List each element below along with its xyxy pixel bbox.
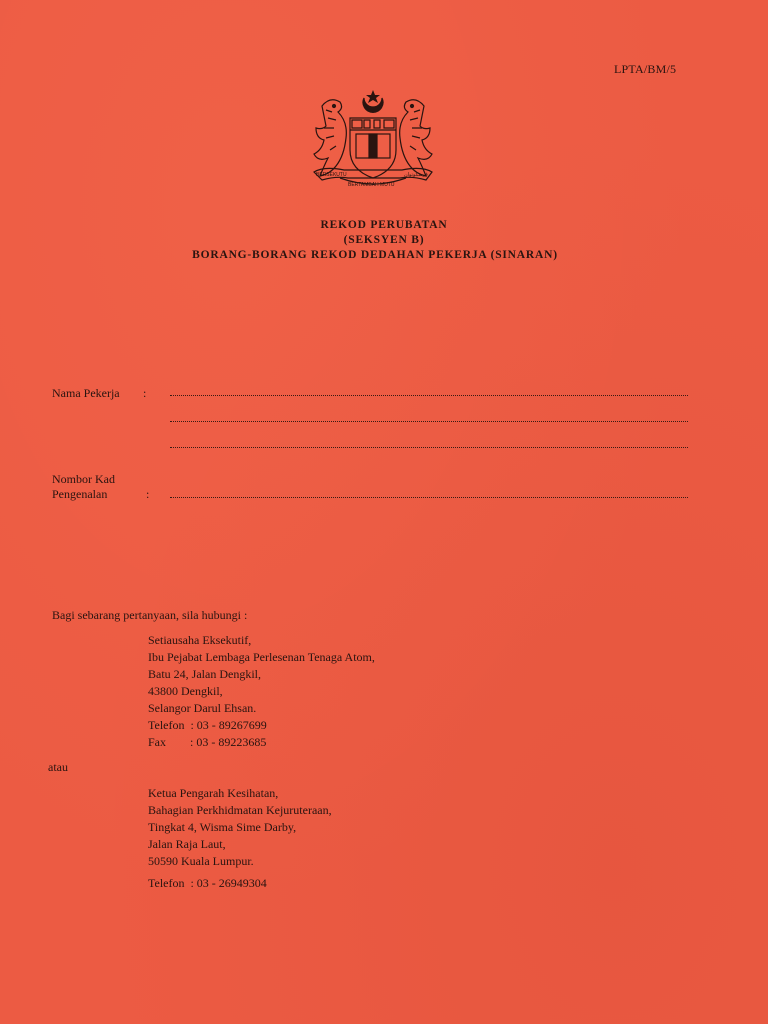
employee-name-colon: : (143, 386, 147, 400)
form-title (0, 218, 768, 263)
primary-contact-line: Selangor Darul Ehsan. (148, 701, 257, 715)
id-card-colon: : (146, 487, 150, 501)
employee-name-line-2[interactable] (170, 421, 688, 422)
primary-contact-block (148, 632, 375, 751)
contact-intro: Bagi sebarang pertanyaan, sila hubungi : (52, 608, 248, 622)
secondary-telefon: Telefon : 03 - 26949304 (148, 876, 267, 890)
svg-text:BERTAMBAH MUTU: BERTAMBAH MUTU (348, 182, 395, 188)
id-card-label-line-2: Pengenalan (52, 487, 108, 501)
svg-text:BERSEKUTU: BERSEKUTU (316, 172, 347, 178)
primary-contact-line: Setiausaha Eksekutif, (148, 633, 252, 647)
svg-text:ڤرسكوتوان: ڤرسكوتوان (404, 172, 428, 178)
secondary-contact-line: Jalan Raja Laut, (148, 837, 226, 851)
employee-name-label: Nama Pekerja (52, 386, 120, 400)
primary-contact-line: Ibu Pejabat Lembaga Perlesenan Tenaga Atom, (148, 650, 375, 664)
secondary-contact-line: 50590 Kuala Lumpur. (148, 854, 254, 868)
secondary-contact-line: Ketua Pengarah Kesihatan, (148, 786, 279, 800)
employee-name-line-3[interactable] (170, 447, 688, 448)
primary-contact-line: 43800 Dengkil, (148, 684, 223, 698)
or-label: atau (48, 760, 68, 774)
document-code: LPTA/BM/5 (614, 62, 677, 76)
secondary-contact-line: Bahagian Perkhidmatan Kejuruteraan, (148, 803, 332, 817)
employee-name-line-1[interactable] (170, 395, 688, 396)
coat-of-arms-icon (300, 88, 446, 196)
secondary-contact-block (148, 785, 332, 892)
primary-contact-line: Batu 24, Jalan Dengkil, (148, 667, 261, 681)
title-line-2: (SEKSYEN B) (343, 234, 425, 246)
id-card-line[interactable] (170, 497, 688, 498)
id-card-label-line-1: Nombor Kad (52, 472, 115, 486)
primary-telefon: Telefon : 03 - 89267699 (148, 718, 267, 732)
primary-fax: Fax : 03 - 89223685 (148, 735, 267, 749)
id-card-label (52, 472, 115, 502)
secondary-contact-line: Tingkat 4, Wisma Sime Darby, (148, 820, 297, 834)
title-line-1: REKOD PERUBATAN (320, 219, 448, 231)
title-line-3: BORANG-BORANG REKOD DEDAHAN PEKERJA (SINARAN) (192, 249, 558, 261)
